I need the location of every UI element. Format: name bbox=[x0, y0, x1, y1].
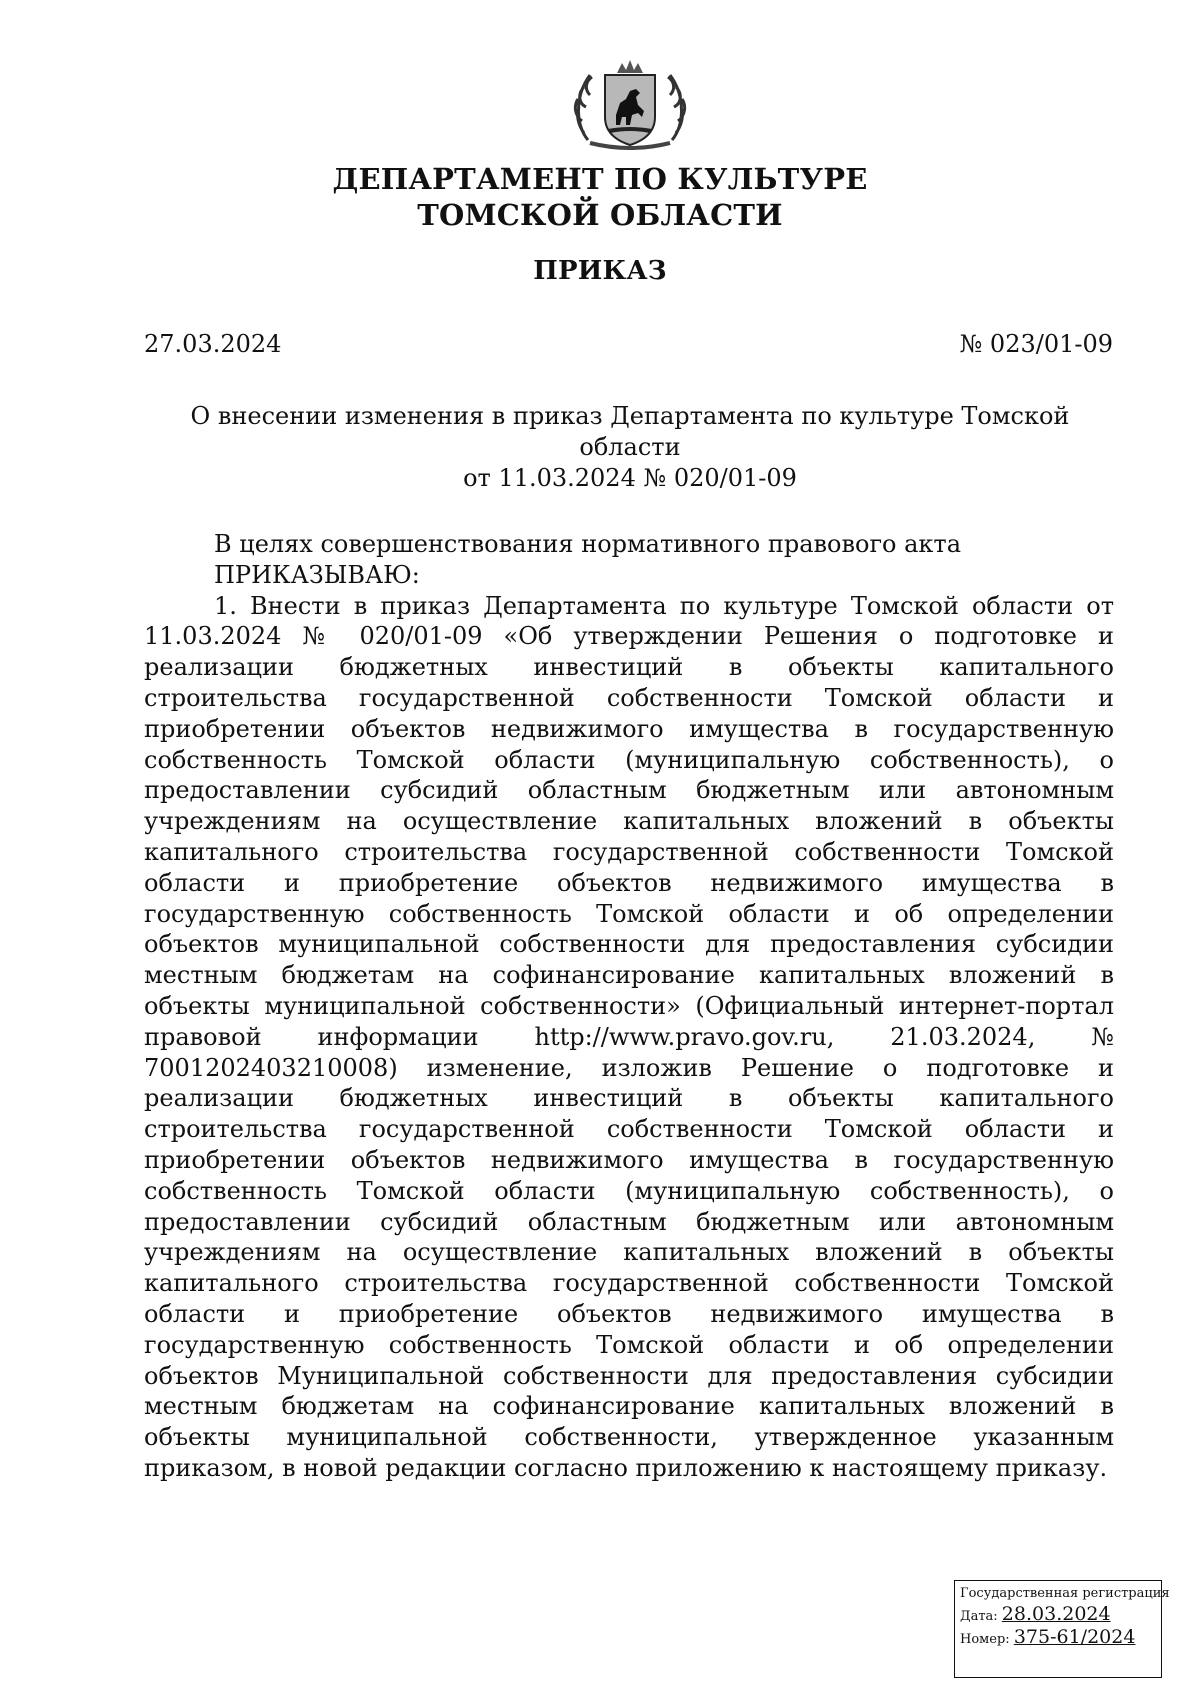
order-item-1: 1. Внести в приказ Департамента по культуре Томской области от 11.03.2024 № 020/01-09 «Об утверждении Решения о подготовке и реализации бюджетных инвестиций в объекты капитального строительства государственной собственности Томской области и приобретении объектов недвижимого имущества в государственную собственность Томской области (муниципальную собственность), о предоставлении субсидий областным бюджетным или автономным учреждениям на осуществление капитальных вложений в объекты капитального строительства государственной собственности Томской области и приобретение объектов недвижимого имущества в государственную собственность Томской области и об определении объектов муниципальной собственности для предоставления субсидии местным бюджетам на софинансирование капитальных вложений в объекты муниципальной собственности» (Официальный интернет-портал правовой информации http://www.pravo.gov.ru, 21.03.2024, № 7001202403210008) изменение, изложив Решение о подготовке и реализации бюджетных инвестиций в объекты капитального строительства государственной собственности Томской области и приобретении объектов недвижимого имущества в государственную собственность Томской области (муниципальную собственность), о предоставлении субсидий областным бюджетным или автономным учреждениям на осуществление капитальных вложений в объекты капитального строительства государственной собственности Томской области и приобретение объектов недвижимого имущества в государственную собственность Томской области и об определении объектов Муниципальной собственности для предоставления субсидии местным бюджетам на софинансирование капитальных вложений в объекты муниципальной собственности, утвержденное указанным приказом, в новой редакции согласно приложению к настоящему приказу. bbox=[144, 591, 1114, 1482]
preamble-text: В целях совершенствования нормативного правового акта bbox=[214, 530, 961, 558]
registration-number-label: Номер: bbox=[960, 1632, 1010, 1647]
department-name-line1: ДЕПАРТАМЕНТ ПО КУЛЬТУРЕ bbox=[332, 162, 868, 196]
subject-line1: О внесении изменения в приказ Департамента по культуре Томской области bbox=[190, 402, 1070, 461]
order-subject bbox=[140, 401, 1120, 494]
registration-title: Государственная регистрация bbox=[960, 1586, 1170, 1601]
order-directive: ПРИКАЗЫВАЮ: bbox=[214, 560, 420, 589]
coat-of-arms-icon bbox=[570, 55, 690, 155]
order-body bbox=[144, 529, 1114, 1484]
department-name-line2: ТОМСКОЙ ОБЛАСТИ bbox=[417, 198, 783, 232]
order-date: 27.03.2024 bbox=[144, 330, 282, 358]
registration-stamp bbox=[954, 1580, 1170, 1678]
registration-date-value: 28.03.2024 bbox=[1001, 1603, 1111, 1625]
subject-line2: от 11.03.2024 № 020/01-09 bbox=[463, 464, 797, 492]
registration-date-label: Дата: bbox=[960, 1609, 998, 1624]
document-type-title: ПРИКАЗ bbox=[533, 256, 667, 286]
registration-number-row bbox=[960, 1627, 1156, 1650]
registration-date-row bbox=[960, 1604, 1156, 1627]
registration-number-value: 375-61/2024 bbox=[1013, 1626, 1136, 1648]
order-number: № 023/01-09 bbox=[959, 330, 1113, 358]
